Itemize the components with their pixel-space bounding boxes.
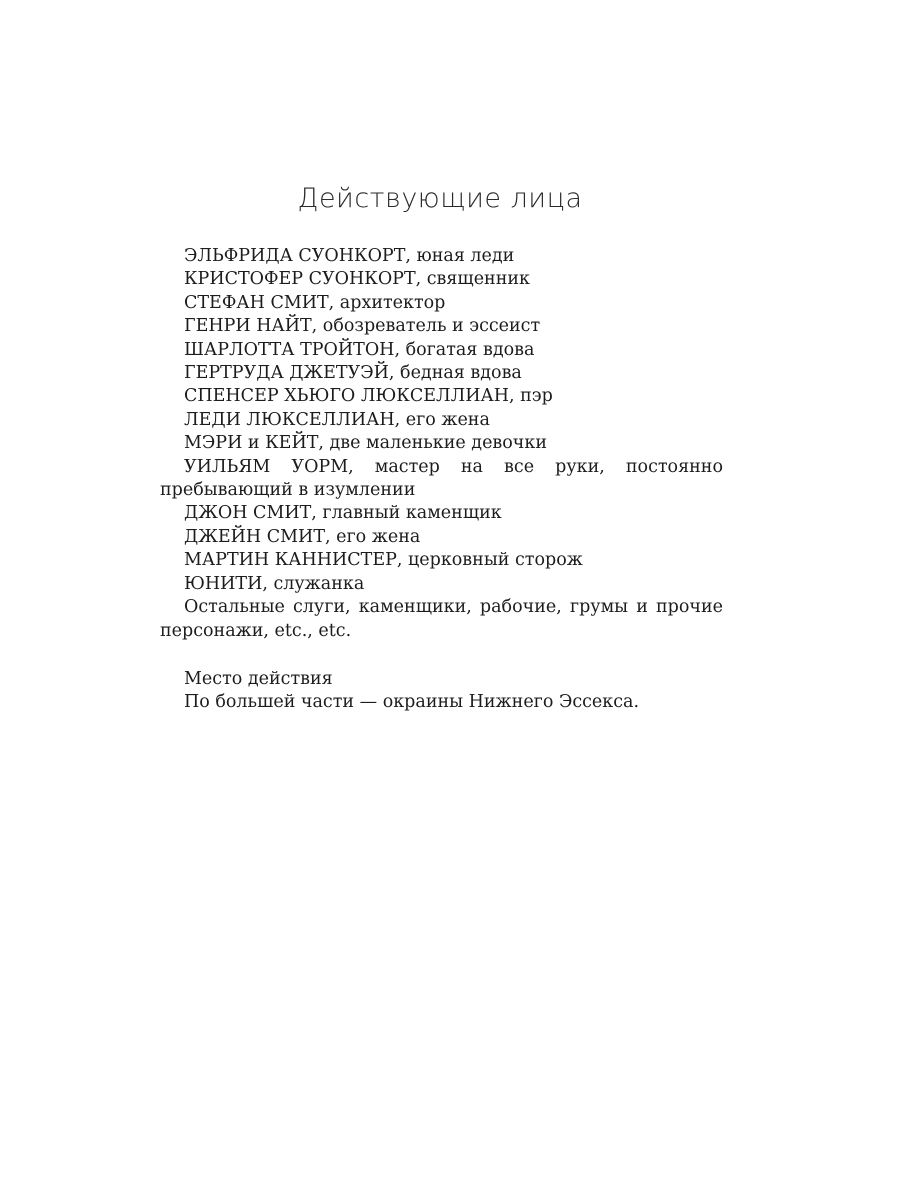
cast-item: СПЕНСЕР ХЬЮГО ЛЮКСЕЛЛИАН, пэр [184, 386, 553, 407]
cast-item: ЭЛЬФРИДА СУОНКОРТ, юная леди [184, 246, 515, 266]
cast-item: МАРТИН КАННИСТЕР, церковный сторож [184, 550, 583, 571]
cast-item: Остальные слуги, каменщики, рабочие, грумы и прочие персонажи, etc., etc. [160, 597, 723, 641]
setting-heading: Место действия [184, 669, 333, 689]
cast-item: МЭРИ и КЕЙТ, две маленькие девочки [184, 433, 547, 454]
setting-section [160, 668, 723, 715]
cast-item: СТЕФАН СМИТ, архитектор [184, 292, 446, 313]
cast-item: ЮНИТИ, служанка [184, 573, 365, 594]
page-title: Действующие лица [297, 183, 583, 214]
cast-item: ШАРЛОТТА ТРОЙТОН, богатая вдова [184, 339, 535, 360]
cast-item: ЛЕДИ ЛЮКСЕЛЛИАН, его жена [184, 409, 490, 430]
cast-list [160, 245, 723, 643]
cast-item: ГЕРТРУДА ДЖЕТУЭЙ, бедная вдова [184, 363, 522, 384]
setting-text: По большей части — окраины Нижнего Эссекса. [184, 692, 640, 713]
cast-item: ДЖЕЙН СМИТ, его жена [184, 526, 421, 547]
cast-item: ГЕНРИ НАЙТ, обозреватель и эссеист [184, 316, 541, 337]
cast-item: ДЖОН СМИТ, главный каменщик [184, 503, 502, 524]
cast-item: УИЛЬЯМ УОРМ, мастер на все руки, постоянно пребывающий в изумлении [160, 456, 723, 501]
cast-item: КРИСТОФЕР СУОНКОРТ, священник [184, 269, 530, 290]
